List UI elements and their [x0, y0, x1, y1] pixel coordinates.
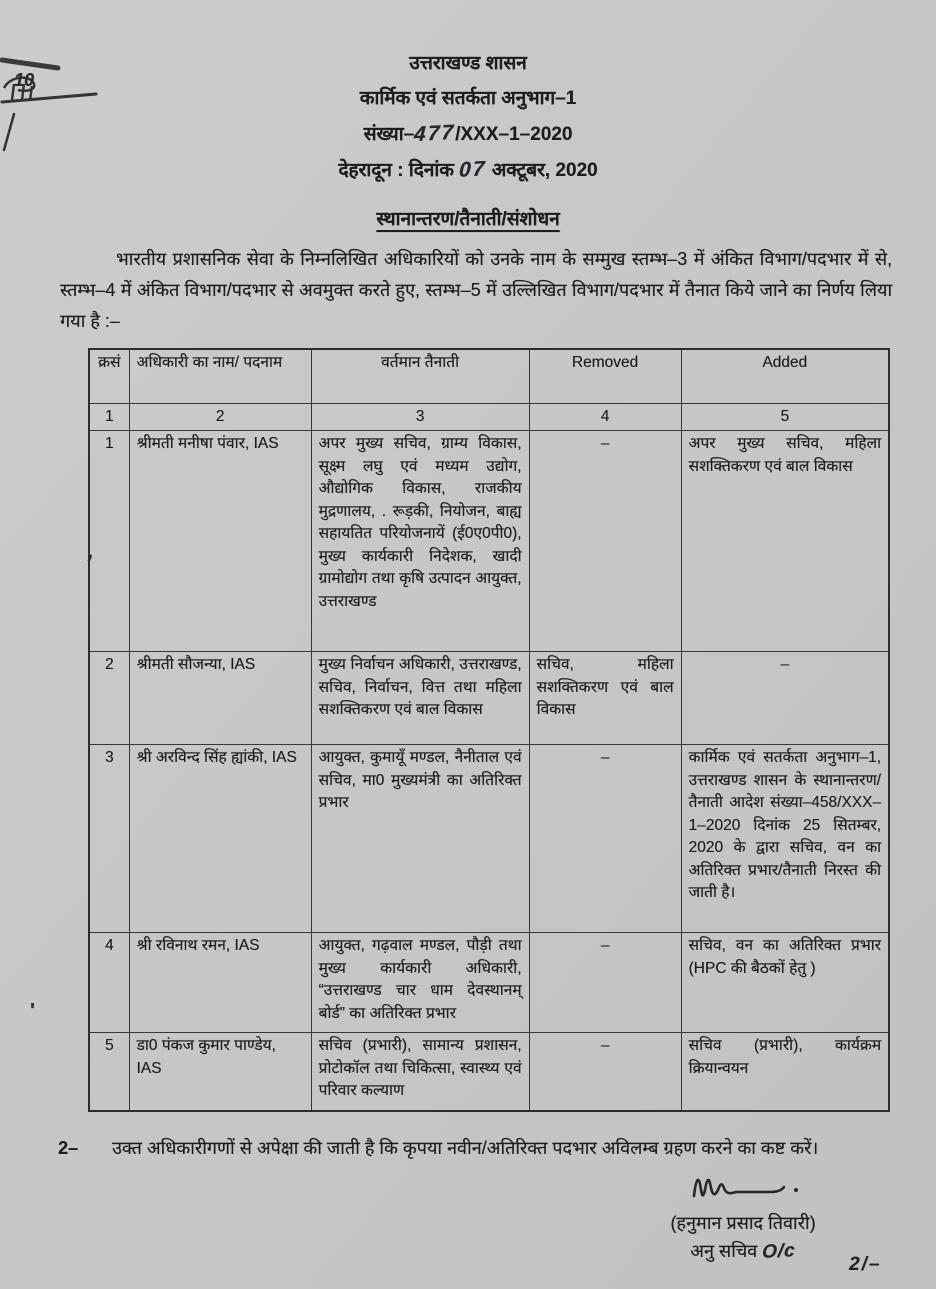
margin-note-number: 10 [14, 70, 35, 90]
handwritten-date: 07 [458, 157, 488, 182]
row5-officer-name: डा0 पंकज कुमार पाण्डेय, IAS [129, 1033, 311, 1111]
row2-officer-name: श्रीमती सौजन्या, IAS [129, 652, 311, 745]
row1-officer-name: श्रीमती मनीषा पंवार, IAS [129, 431, 311, 652]
signatory-designation [598, 1237, 888, 1266]
designation-text: अनु सचिव [690, 1241, 758, 1261]
oc-handwritten: O/c [761, 1240, 797, 1263]
row2-current-posting: मुख्य निर्वाचन अधिकारी, उत्तराखण्ड, सचिव, निर्वाचन, वित्त तथा महिला सशक्तिकरण एवं बाल विकास [311, 652, 529, 745]
paragraph-number: 2– [58, 1137, 79, 1158]
table-row [89, 745, 889, 933]
row2-added: – [681, 652, 889, 745]
org-name: उत्तराखण्ड शासन [409, 53, 527, 74]
left-margin-tick: ' [30, 1000, 35, 1022]
col-header-added: Added [681, 349, 889, 403]
row4-current-posting: आयुक्त, गढ़वाल मण्डल, पौड़ी तथा मुख्य कार्यकारी अधिकारी, “उत्तराखण्ड चार धाम देवस्थानम् बोर्ड” का अतिरिक्त प्रभार [311, 933, 529, 1033]
signatory-name: (हनुमान प्रसाद तिवारी) [670, 1213, 816, 1233]
table-row [89, 1033, 889, 1111]
row3-current-posting: आयुक्त, कुमायूँ मण्डल, नैनीताल एवं सचिव, मा0 मुख्यमंत्री का अतिरिक्त प्रभार [311, 745, 529, 933]
row3-added: कार्मिक एवं सतर्कता अनुभाग–1, उत्तराखण्ड शासन के स्थानान्तरण/तैनाती आदेश संख्या–458/XXX–1–2020 दिनांक 25 सितम्बर, 2020 के द्वारा सचिव, वन का अतिरिक्त प्रभार/तैनाती निरस्त की जाती है। [681, 745, 889, 933]
col-header-sno: क्रसं [89, 349, 129, 403]
number-suffix: /XXX–1–2020 [455, 124, 573, 145]
table-row [89, 431, 889, 652]
row1-current-posting: अपर मुख्य सचिव, ग्राम्य विकास, सूक्ष्म लघु एवं मध्यम उद्योग, औद्योगिक विकास, राजकीय मुद्रणालय, . रूड़की, नियोजन, बाह्य सहायतित परियोजनायें (ई0ए0पी0), मुख्य कार्यकारी निदेशक, खादी ग्रामोद्योग तथा कृषि उत्पादन आयुक्त, उत्तराखण्ड [311, 431, 529, 652]
margin-pen-scribble [0, 42, 110, 167]
page-number: 2/– [849, 1254, 882, 1275]
row4-sno: 4 [89, 933, 129, 1033]
col-number-3: 3 [311, 403, 529, 431]
row1-sno: 1 [89, 431, 129, 652]
date-prefix: देहरादून : दिनांक [338, 160, 454, 181]
intro-paragraph: भारतीय प्रशासनिक सेवा के निम्नलिखित अधिकारियों को उनके नाम के सम्मुख स्तम्भ–3 में अंकित विभाग/पदभार में से, स्तम्भ–4 में अंकित विभाग/पदभार से अवमुक्त करते हुए, स्तम्भ–5 में उल्लिखित विभाग/पदभार में तैनात किये जाने का निर्णय लिया गया है :– [60, 249, 892, 331]
signature-block [598, 1166, 888, 1266]
col-header-current: वर्तमान तैनाती [311, 349, 529, 403]
transfer-table [88, 348, 890, 1112]
row5-removed: – [529, 1033, 681, 1111]
pen-scribble-icon [0, 42, 110, 162]
signature-icon [686, 1166, 806, 1208]
row1-added: अपर मुख्य सचिव, महिला सशक्तिकरण एवं बाल विकास [681, 431, 889, 652]
dept-name: कार्मिक एवं सतर्कता अनुभाग–1 [359, 88, 577, 109]
column-number-row [89, 403, 889, 431]
col-header-removed: Removed [529, 349, 681, 403]
letterhead [0, 0, 936, 188]
row3-sno: 3 [89, 745, 129, 933]
header-row [89, 349, 889, 403]
row3-removed: – [529, 745, 681, 933]
closing-text: उक्त अधिकारीगणों से अपेक्षा की जाती है कि कृपया नवीन/अतिरिक्त पदभार अविलम्ब ग्रहण करने का कष्ट करें। [112, 1137, 819, 1158]
row4-officer-name: श्री रविनाथ रमन, IAS [129, 933, 311, 1033]
col-header-name: अधिकारी का नाम/ पदनाम [129, 349, 311, 403]
row5-added: सचिव (प्रभारी), कार्यक्रम क्रियान्वयन [681, 1033, 889, 1111]
table-row [89, 652, 889, 745]
row5-current-posting: सचिव (प्रभारी), सामान्य प्रशासन, प्रोटोकॉल तथा चिकित्सा, स्वास्थ्य एवं परिवार कल्याण [311, 1033, 529, 1111]
handwritten-number: 477 [413, 120, 456, 147]
col-number-1: 1 [89, 403, 129, 431]
table-body [89, 431, 889, 1111]
document-title: स्थानान्तरण/तैनाती/संशोधन [376, 209, 560, 230]
row1-pen-mark: , [85, 537, 97, 564]
date-line [0, 152, 936, 188]
row4-added: सचिव, वन का अतिरिक्त प्रभार (HPC की बैठकों हेतु ) [681, 933, 889, 1033]
row3-officer-name: श्री अरविन्द सिंह ह्यांकी, IAS [129, 745, 311, 933]
table-row [89, 933, 889, 1033]
closing-paragraph [58, 1133, 892, 1164]
letter-number-line [0, 116, 936, 152]
row5-sno: 5 [89, 1033, 129, 1111]
col-number-4: 4 [529, 403, 681, 431]
col-number-5: 5 [681, 403, 889, 431]
date-suffix: अक्टूबर, 2020 [491, 160, 598, 181]
row2-sno: 2 [89, 652, 129, 745]
row4-removed: – [529, 933, 681, 1033]
row1-removed: – [529, 431, 681, 652]
col-number-2: 2 [129, 403, 311, 431]
number-prefix: संख्या– [363, 124, 415, 145]
row2-removed: सचिव, महिला सशक्तिकरण एवं बाल विकास [529, 652, 681, 745]
table-head [89, 349, 889, 431]
